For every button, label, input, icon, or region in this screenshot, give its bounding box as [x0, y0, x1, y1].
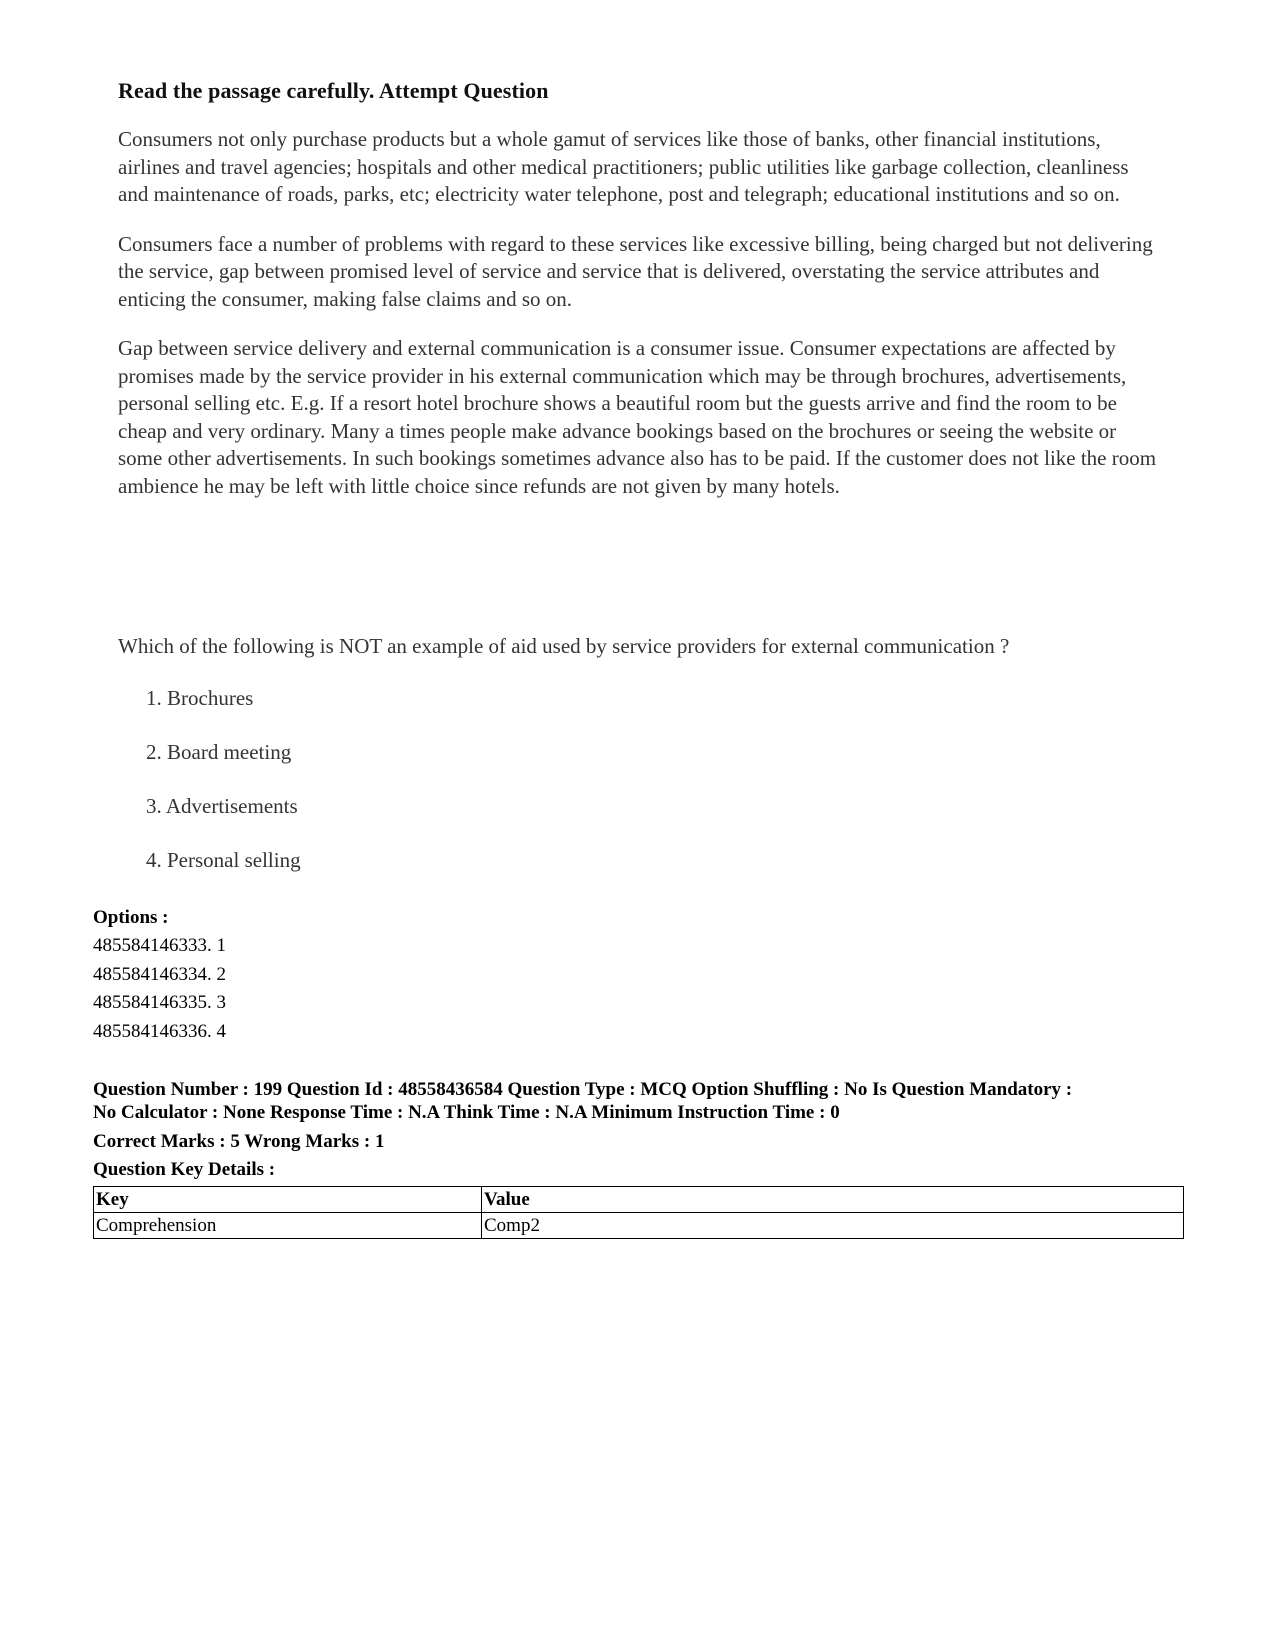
question-choice-1: 1. Brochures [146, 686, 254, 710]
option-id-1: 485584146333. 1 [93, 935, 226, 956]
question-choice-3: 3. Advertisements [146, 794, 298, 818]
question-choice-4: 4. Personal selling [146, 848, 301, 872]
question-choice-2: 2. Board meeting [146, 740, 292, 764]
question-info-line-1: Question Number : 199 Question Id : 48558436584 Question Type : MCQ Option Shuffling : No Is Question Mandatory : [93, 1079, 1073, 1100]
key-details-title: Question Key Details : [93, 1159, 276, 1180]
marks-info: Correct Marks : 5 Wrong Marks : 1 [93, 1131, 385, 1152]
table-header-key: Key [94, 1187, 482, 1213]
passage-paragraph-1: Consumers not only purchase products but a whole gamut of services like those of banks, other financial institutions, airlines and travel agencies; hospitals and other medical practitioners; public utilities like garbage collection, cleanliness and maintenance of roads, parks, etc; electricity water telephone, post and telegraph; educational institutions and so on. [118, 127, 1129, 206]
options-title: Options : [93, 907, 169, 928]
option-id-3: 485584146335. 3 [93, 992, 226, 1013]
question-choices [146, 684, 301, 900]
option-id-4: 485584146336. 4 [93, 1020, 226, 1042]
question-info [93, 1078, 1193, 1124]
passage-heading: Read the passage carefully. Attempt Question [118, 78, 549, 103]
table-header-row [94, 1187, 1184, 1213]
table-cell-key: Comprehension [94, 1213, 482, 1239]
passage [118, 78, 1158, 522]
passage-paragraph-2: Consumers face a number of problems with regard to these services like excessive billing, being charged but not delivering the service, gap between promised level of service and service that is delivered, overstating the service attributes and enticing the consumer, making false claims and so on. [118, 231, 1153, 311]
passage-paragraph-3: Gap between service delivery and external communication is a consumer issue. Consumer expectations are affected by promises made by the service provider in his external communication which may be through brochures, advertisements, personal selling etc. E.g. If a resort hotel brochure shows a beautiful room but the guests arrive and find the room to be cheap and very ordinary. Many a times people make advance bookings based on the brochures or seeing the website or some other advertisements. In such bookings sometimes advance also has to be paid. If the customer does not like the room ambience he may be left with little choice since refunds are not given by many hotels. [118, 336, 1157, 498]
table-cell-value: Comp2 [482, 1213, 1184, 1239]
option-id-2: 485584146334. 2 [93, 963, 226, 985]
table-row [94, 1213, 1184, 1239]
question-text: Which of the following is NOT an example of aid used by service providers for external communication ? [118, 634, 1010, 658]
question-info-line-2: No Calculator : None Response Time : N.A Think Time : N.A Minimum Instruction Time : 0 [93, 1102, 840, 1123]
options-block [93, 904, 1193, 1046]
table-header-value: Value [482, 1187, 1184, 1213]
key-details-table [93, 1186, 1184, 1239]
